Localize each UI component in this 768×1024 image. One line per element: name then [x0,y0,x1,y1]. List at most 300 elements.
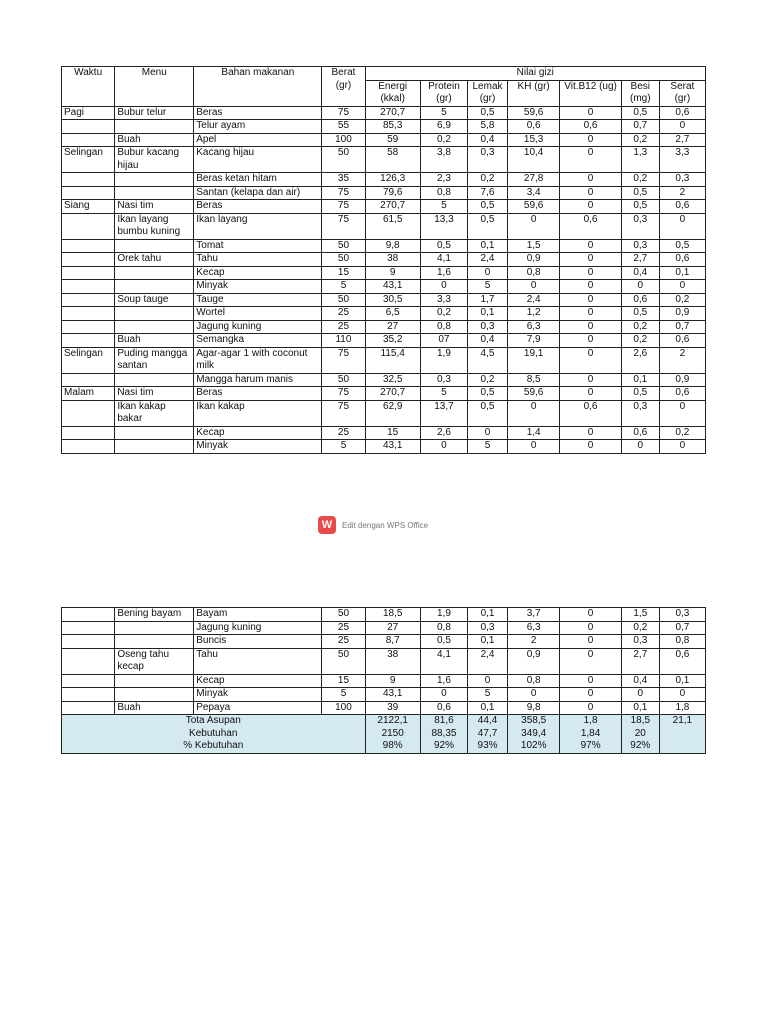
cell-berat: 15 [322,266,365,280]
cell-vitb12: 0 [560,635,622,649]
cell-berat: 5 [322,440,365,454]
cell-energi: 61,5 [365,213,420,239]
requirement-value: 1,84 [580,727,601,739]
cell-energi: 15 [365,426,420,440]
cell-bahan: Beras [194,387,322,401]
cell-energi: 270,7 [365,106,420,120]
cell-protein: 0,2 [420,133,467,147]
cell-menu: Soup tauge [115,293,194,307]
cell-menu: Buah [115,701,194,715]
table-row [62,400,706,426]
cell-bahan: Agar-agar 1 with coconut milk [194,347,322,373]
cell-menu [115,440,194,454]
cell-menu: Bubur kacang hijau [115,147,194,173]
cell-vitb12: 0 [560,373,622,387]
cell-protein: 13,7 [420,400,467,426]
cell-vitb12: 0 [560,280,622,294]
cell-waktu [62,621,115,635]
cell-energi: 9,8 [365,239,420,253]
cell-energi: 43,1 [365,440,420,454]
cell-protein: 0 [420,440,467,454]
cell-energi: 27 [365,621,420,635]
cell-vitb12: 0 [560,674,622,688]
cell-lemak: 1,7 [468,293,508,307]
cell-energi: 43,1 [365,688,420,702]
cell-waktu [62,440,115,454]
cell-energi: 115,4 [365,347,420,373]
watermark-text: Edit dengan WPS Office [342,520,429,530]
requirement-value: 47,7 [477,727,498,739]
header-kh: KH (gr) [508,80,560,106]
label-percent-requirement: % Kebutuhan [183,740,244,751]
table-row [62,280,706,294]
cell-vitb12: 0 [560,147,622,173]
label-total-intake: Tota Asupan [185,715,241,726]
cell-berat: 75 [322,186,365,200]
cell-serat: 0,7 [659,320,705,334]
table-body-page-2 [62,608,706,715]
cell-bahan: Beras ketan hitam [194,173,322,187]
cell-protein: 0,8 [420,186,467,200]
cell-menu: Ikan kakap bakar [115,400,194,426]
cell-kh: 0,8 [508,266,560,280]
cell-serat: 0,6 [659,253,705,267]
cell-berat: 75 [322,213,365,239]
cell-waktu [62,239,115,253]
cell-lemak: 0,5 [468,400,508,426]
cell-protein: 3,3 [420,293,467,307]
table-row [62,239,706,253]
requirement-value: 88,35 [431,727,457,739]
total-value: 2122,1 [377,715,408,726]
cell-bahan: Wortel [194,307,322,321]
cell-kh: 15,3 [508,133,560,147]
cell-serat: 0 [659,280,705,294]
cell-berat: 25 [322,307,365,321]
cell-berat: 75 [322,200,365,214]
header-protein: Protein (gr) [420,80,467,106]
cell-bahan: Mangga harum manis [194,373,322,387]
table-row [62,674,706,688]
table-row [62,648,706,674]
cell-waktu: Malam [62,387,115,401]
cell-waktu [62,253,115,267]
table-row [62,253,706,267]
table-row [62,701,706,715]
totals-energi [365,715,420,754]
cell-serat: 0,6 [659,387,705,401]
cell-energi: 18,5 [365,608,420,622]
table-row [62,307,706,321]
cell-menu [115,635,194,649]
cell-energi: 43,1 [365,280,420,294]
cell-vitb12: 0 [560,173,622,187]
total-value: 18,5 [630,715,651,726]
cell-bahan: Minyak [194,440,322,454]
cell-kh: 1,2 [508,307,560,321]
cell-menu [115,320,194,334]
totals-kh [508,715,560,754]
cell-serat: 0,2 [659,426,705,440]
cell-besi: 0,5 [621,200,659,214]
cell-energi: 59 [365,133,420,147]
cell-waktu [62,688,115,702]
cell-serat: 0,6 [659,106,705,120]
cell-menu [115,266,194,280]
cell-bahan: Ikan kakap [194,400,322,426]
cell-berat: 100 [322,133,365,147]
cell-energi: 38 [365,648,420,674]
nutrition-table-page-1 [61,66,706,454]
cell-protein: 5 [420,106,467,120]
cell-berat: 75 [322,387,365,401]
cell-energi: 8,7 [365,635,420,649]
cell-serat: 0 [659,120,705,134]
cell-menu: Bubur telur [115,106,194,120]
cell-besi: 2,7 [621,648,659,674]
cell-waktu [62,334,115,348]
cell-waktu [62,293,115,307]
cell-energi: 270,7 [365,200,420,214]
cell-waktu [62,173,115,187]
cell-berat: 25 [322,621,365,635]
cell-besi: 0 [621,440,659,454]
cell-waktu: Selingan [62,147,115,173]
cell-lemak: 5,8 [468,120,508,134]
cell-waktu [62,266,115,280]
table-row [62,147,706,173]
cell-lemak: 0,5 [468,200,508,214]
cell-lemak: 0 [468,426,508,440]
cell-serat: 0,3 [659,173,705,187]
cell-menu [115,674,194,688]
total-value: 44,4 [477,715,498,726]
cell-besi: 0,4 [621,266,659,280]
cell-protein: 1,6 [420,674,467,688]
cell-kh: 0,8 [508,674,560,688]
cell-besi: 0,5 [621,186,659,200]
cell-menu [115,186,194,200]
cell-protein: 2,3 [420,173,467,187]
cell-serat: 0,2 [659,293,705,307]
table-row [62,120,706,134]
cell-protein: 1,9 [420,347,467,373]
cell-menu: Buah [115,334,194,348]
cell-besi: 0,2 [621,133,659,147]
header-bahan: Bahan makanan [194,67,322,107]
cell-kh: 9,8 [508,701,560,715]
cell-menu: Oseng tahu kecap [115,648,194,674]
cell-menu [115,426,194,440]
table-row [62,688,706,702]
requirement-value: 20 [634,727,646,739]
cell-protein: 07 [420,334,467,348]
cell-serat: 2 [659,347,705,373]
cell-serat: 0,9 [659,307,705,321]
cell-bahan: Beras [194,106,322,120]
cell-menu [115,621,194,635]
cell-besi: 0,2 [621,621,659,635]
cell-besi: 0,5 [621,307,659,321]
cell-protein: 2,6 [420,426,467,440]
cell-berat: 50 [322,608,365,622]
cell-lemak: 0 [468,674,508,688]
table-body-page-1 [62,106,706,453]
cell-vitb12: 0 [560,608,622,622]
table-row [62,266,706,280]
cell-kh: 0 [508,400,560,426]
cell-protein: 0,8 [420,621,467,635]
cell-besi: 0,6 [621,426,659,440]
table-row [62,621,706,635]
cell-serat: 2 [659,186,705,200]
cell-kh: 59,6 [508,387,560,401]
cell-vitb12: 0 [560,106,622,120]
cell-lemak: 0,1 [468,635,508,649]
cell-vitb12: 0 [560,347,622,373]
cell-serat: 0,1 [659,674,705,688]
cell-serat: 0,8 [659,635,705,649]
cell-besi: 0,3 [621,213,659,239]
cell-protein: 4,1 [420,648,467,674]
cell-protein: 13,3 [420,213,467,239]
cell-serat: 1,8 [659,701,705,715]
cell-lemak: 0,1 [468,608,508,622]
cell-besi: 2,7 [621,253,659,267]
cell-berat: 110 [322,334,365,348]
header-vitb12: Vit.B12 (ug) [560,80,622,106]
table-row [62,186,706,200]
cell-menu [115,307,194,321]
cell-berat: 50 [322,648,365,674]
cell-vitb12: 0 [560,440,622,454]
cell-kh: 7,9 [508,334,560,348]
cell-berat: 5 [322,280,365,294]
cell-serat: 0,7 [659,621,705,635]
total-value: 81,6 [434,715,454,726]
cell-menu [115,373,194,387]
header-nilai-gizi: Nilai gizi [365,67,706,81]
cell-serat: 0,6 [659,334,705,348]
cell-vitb12: 0 [560,621,622,635]
cell-kh: 3,4 [508,186,560,200]
cell-energi: 32,5 [365,373,420,387]
table-row [62,200,706,214]
cell-kh: 0,6 [508,120,560,134]
wps-watermark [318,516,428,534]
cell-kh: 3,7 [508,608,560,622]
header-row-top [62,67,706,81]
cell-menu: Nasi tim [115,200,194,214]
cell-protein: 4,1 [420,253,467,267]
cell-berat: 50 [322,293,365,307]
cell-besi: 0,5 [621,106,659,120]
cell-bahan: Beras [194,200,322,214]
totals-vitb12 [560,715,622,754]
cell-besi: 0,3 [621,400,659,426]
cell-kh: 0 [508,280,560,294]
cell-berat: 25 [322,426,365,440]
cell-vitb12: 0 [560,701,622,715]
table-row [62,440,706,454]
cell-waktu [62,400,115,426]
cell-protein: 0,6 [420,701,467,715]
cell-menu [115,239,194,253]
cell-menu: Bening bayam [115,608,194,622]
cell-berat: 25 [322,320,365,334]
cell-lemak: 5 [468,440,508,454]
cell-berat: 75 [322,400,365,426]
cell-lemak: 0,1 [468,701,508,715]
cell-besi: 0,2 [621,334,659,348]
cell-energi: 79,6 [365,186,420,200]
table-row [62,293,706,307]
table-row [62,426,706,440]
cell-waktu [62,674,115,688]
cell-bahan: Semangka [194,334,322,348]
cell-kh: 1,5 [508,239,560,253]
cell-lemak: 0,3 [468,320,508,334]
table-row [62,106,706,120]
cell-waktu [62,701,115,715]
header-energi: Energi (kkal) [365,80,420,106]
cell-serat: 0,1 [659,266,705,280]
cell-serat: 0 [659,688,705,702]
percent-value: 92% [433,740,454,751]
cell-protein: 0,3 [420,373,467,387]
cell-bahan: Kecap [194,426,322,440]
cell-berat: 50 [322,239,365,253]
cell-waktu [62,373,115,387]
wps-logo-icon: W [318,516,336,534]
cell-waktu [62,307,115,321]
cell-vitb12: 0 [560,200,622,214]
cell-vitb12: 0 [560,253,622,267]
cell-bahan: Minyak [194,280,322,294]
cell-menu: Buah [115,133,194,147]
cell-lemak: 0,3 [468,147,508,173]
cell-vitb12: 0 [560,293,622,307]
nutrition-table-page-2 [61,607,706,754]
cell-serat: 0,9 [659,373,705,387]
cell-kh: 19,1 [508,347,560,373]
table-row [62,387,706,401]
total-value: 1,8 [583,715,598,726]
cell-serat: 0 [659,400,705,426]
cell-kh: 6,3 [508,621,560,635]
cell-lemak: 0,4 [468,334,508,348]
cell-protein: 5 [420,387,467,401]
table-row [62,635,706,649]
table-row [62,173,706,187]
cell-energi: 9 [365,266,420,280]
cell-berat: 55 [322,120,365,134]
cell-energi: 39 [365,701,420,715]
cell-protein: 0,2 [420,307,467,321]
cell-waktu [62,213,115,239]
cell-serat: 0 [659,213,705,239]
cell-lemak: 0,2 [468,173,508,187]
header-lemak: Lemak (gr) [468,80,508,106]
header-waktu: Waktu [62,67,115,107]
cell-energi: 27 [365,320,420,334]
cell-protein: 5 [420,200,467,214]
cell-lemak: 0,1 [468,239,508,253]
cell-vitb12: 0 [560,133,622,147]
table-row [62,320,706,334]
cell-besi: 2,6 [621,347,659,373]
cell-energi: 126,3 [365,173,420,187]
cell-berat: 75 [322,347,365,373]
cell-energi: 30,5 [365,293,420,307]
cell-protein: 0 [420,280,467,294]
cell-lemak: 0 [468,266,508,280]
cell-kh: 0,9 [508,648,560,674]
cell-berat: 50 [322,253,365,267]
cell-waktu [62,280,115,294]
cell-kh: 0 [508,688,560,702]
cell-menu [115,173,194,187]
cell-serat: 0,6 [659,648,705,674]
cell-vitb12: 0,6 [560,400,622,426]
table-row [62,334,706,348]
label-requirement: Kebutuhan [189,727,238,739]
cell-serat: 0,6 [659,200,705,214]
cell-lemak: 7,6 [468,186,508,200]
totals-serat [659,715,705,754]
cell-menu [115,120,194,134]
cell-besi: 0,1 [621,373,659,387]
cell-vitb12: 0 [560,239,622,253]
cell-kh: 2,4 [508,293,560,307]
cell-menu: Puding mangga santan [115,347,194,373]
cell-lemak: 0,3 [468,621,508,635]
header-berat: Berat (gr) [322,67,365,107]
cell-besi: 0,2 [621,173,659,187]
requirement-value: 2150 [381,727,404,739]
cell-vitb12: 0 [560,307,622,321]
cell-vitb12: 0 [560,266,622,280]
cell-kh: 0 [508,213,560,239]
table-row [62,373,706,387]
cell-bahan: Bayam [194,608,322,622]
cell-waktu [62,635,115,649]
cell-berat: 25 [322,635,365,649]
totals-section [62,715,706,754]
cell-kh: 0 [508,440,560,454]
cell-lemak: 5 [468,280,508,294]
cell-bahan: Jagung kuning [194,621,322,635]
cell-berat: 15 [322,674,365,688]
cell-waktu: Pagi [62,106,115,120]
cell-lemak: 0,5 [468,387,508,401]
totals-protein [420,715,467,754]
total-value: 21,1 [672,715,693,726]
cell-waktu [62,608,115,622]
cell-vitb12: 0 [560,186,622,200]
cell-waktu: Selingan [62,347,115,373]
cell-menu: Ikan layang bumbu kuning [115,213,194,239]
cell-vitb12: 0 [560,648,622,674]
cell-besi: 0 [621,280,659,294]
cell-menu [115,280,194,294]
cell-kh: 27,8 [508,173,560,187]
percent-value: 97% [580,740,601,751]
table-row [62,133,706,147]
totals-besi [621,715,659,754]
cell-protein: 6,9 [420,120,467,134]
cell-lemak: 4,5 [468,347,508,373]
